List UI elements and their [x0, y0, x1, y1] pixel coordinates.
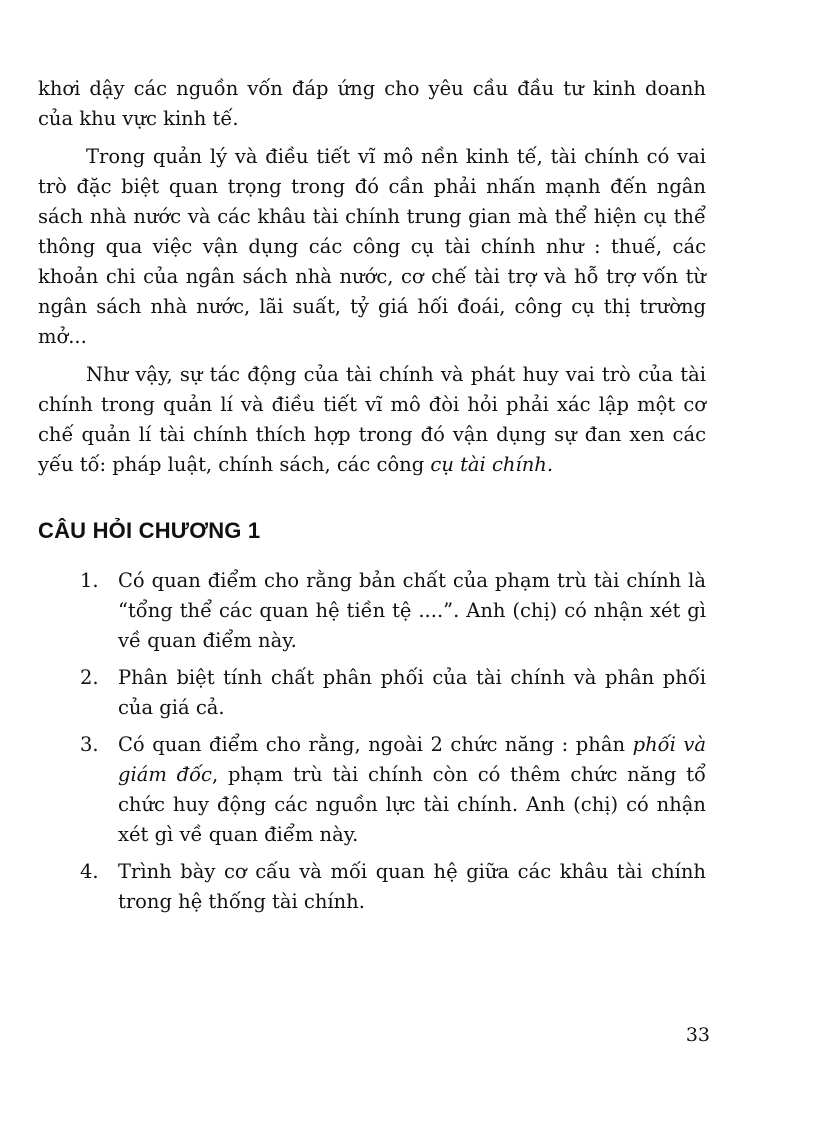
question-text: Phân biệt tính chất phân phối của tài chính và phân phối của giá cả.	[118, 666, 706, 719]
question-number: 1.	[80, 569, 99, 592]
question-text-before: Có quan điểm cho rằng, ngoài 2 chức năng : phân	[118, 733, 633, 756]
question-text: Trình bày cơ cấu và mối quan hệ giữa các khâu tài chính trong hệ thống tài chính.	[118, 860, 706, 913]
paragraph-continuation: khơi dậy các nguồn vốn đáp ứng cho yêu cầu đầu tư kinh doanh của khu vực kinh tế.	[38, 77, 706, 130]
question-item	[38, 566, 706, 656]
question-number: 3.	[80, 733, 99, 756]
section-heading: CÂU HỎI CHƯƠNG 1	[38, 518, 261, 543]
question-number: 4.	[80, 860, 99, 883]
question-text-italic: phối và giám đốc	[118, 733, 706, 786]
question-item	[38, 663, 706, 723]
page-number: 33	[685, 1024, 710, 1046]
paragraph-macro-management: Trong quản lý và điều tiết vĩ mô nền kinh tế, tài chính có vai trò đặc biệt quan trọng trong đó cần phải nhấn mạnh đến ngân sách nhà nước và các khâu tài chính trung gian mà thể hiện cụ thể thông qua việc vận dụng các công cụ tài chính như : thuế, các khoản chi của ngân sách nhà nước, cơ chế tài trợ và hỗ trợ vốn từ ngân sách nhà nước, lãi suất, tỷ giá hối đoái, công cụ thị trường mở...	[38, 145, 706, 348]
question-text: Có quan điểm cho rằng bản chất của phạm trù tài chính là “tổng thể các quan hệ tiền tệ ....”. Anh (chị) có nhận xét gì về quan điểm này.	[118, 569, 706, 652]
question-list	[38, 566, 706, 917]
paragraph-conclusion-text: Như vậy, sự tác động của tài chính và phát huy vai trò của tài chính trong quản lí và điều tiết vĩ mô đòi hỏi phải xác lập một cơ chế quản lí tài chính thích hợp trong đó vận dụng sự đan xen các yếu tố: pháp luật, chính sách, các công	[38, 363, 706, 476]
question-item	[38, 730, 706, 850]
question-text-after: , phạm trù tài chính còn có thêm chức năng tổ chức huy động các nguồn lực tài chính. Anh (chị) có nhận xét gì về quan điểm này.	[118, 763, 706, 846]
question-item	[38, 857, 706, 917]
page-content	[38, 74, 706, 924]
question-number: 2.	[80, 666, 99, 689]
paragraph-conclusion-italic: cụ tài chính.	[430, 453, 554, 476]
paragraph-conclusion	[38, 360, 706, 480]
